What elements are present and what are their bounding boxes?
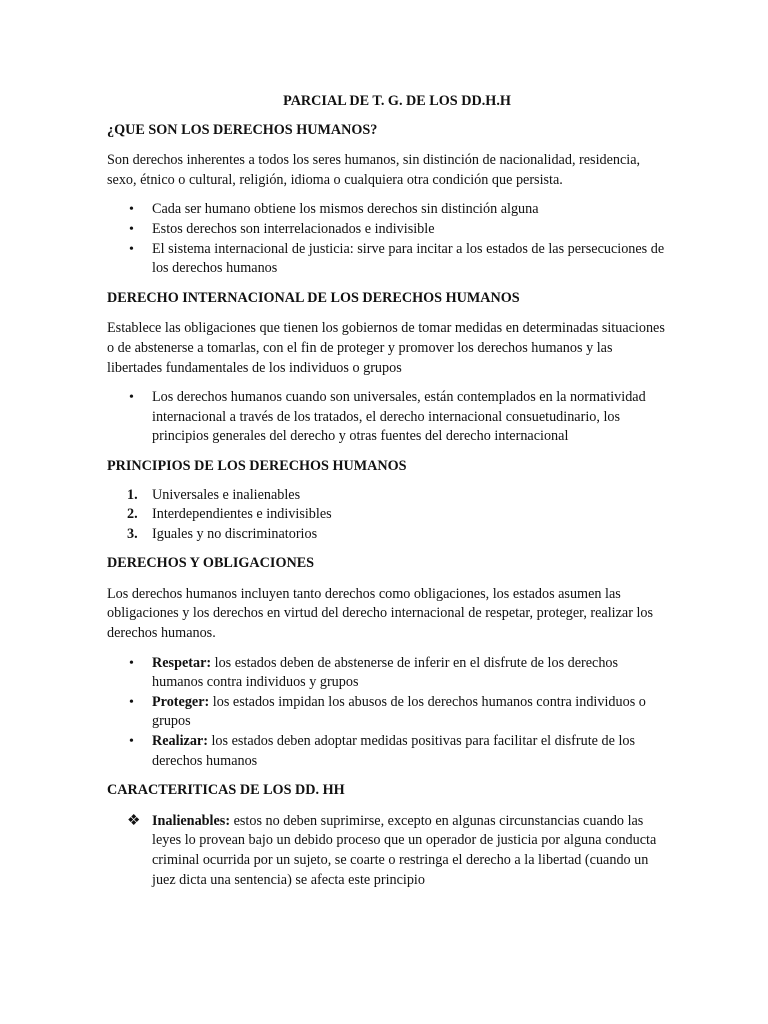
section-derecho-internacional [107,289,667,447]
section-heading: ¿QUE SON LOS DERECHOS HUMANOS? [107,121,378,138]
list-item: 3. Iguales y no discriminatorios [107,525,667,545]
section-paragraph: Los derechos humanos incluyen tanto derechos como obligaciones, los estados asumen las obligaciones y los derechos en virtud del derecho internacional de respetar, proteger, realizar los derechos humanos. [107,585,654,642]
bullet-icon: • [129,694,134,710]
list-item: • Cada ser humano obtiene los mismos derechos sin distinción alguna [107,200,667,220]
list-number: 3. [127,525,138,542]
bullet-icon: • [129,241,134,257]
document-content [107,92,667,900]
bullet-icon: • [129,655,134,671]
section-heading: PRINCIPIOS DE LOS DERECHOS HUMANOS [107,457,407,474]
bullet-icon: • [129,202,134,218]
list-item: 1. Universales e inalienables [107,486,667,506]
diamond-list [107,812,667,890]
term-label: Realizar: [152,733,208,750]
section-heading: DERECHOS Y OBLIGACIONES [107,555,315,572]
bullet-list [107,654,667,772]
section-paragraph: Establece las obligaciones que tienen los gobiernos de tomar medidas en determinadas situaciones o de abstenerse a tomarlas, con el fin de proteger y promover los derechos humanos y las libertades fundamentales de los individuos o grupos [107,320,665,376]
bullet-list [107,388,667,447]
term-label: Inalienables: [152,812,231,829]
section-principios [107,457,667,544]
bullet-list [107,200,667,278]
list-number: 2. [127,506,138,523]
list-item: • Proteger: los estados impidan los abusos de los derechos humanos contra individuos o grupos [129,693,646,730]
section-caracteristicas [107,781,667,890]
bullet-icon: • [129,221,134,237]
list-item: • Estos derechos son interrelacionados e indivisible [107,220,667,240]
list-item: • El sistema internacional de justicia: sirve para incitar a los estados de las persecuciones de los derechos humanos [129,240,665,277]
term-label: Respetar: [152,654,212,671]
bullet-icon: • [129,734,134,750]
document-title: PARCIAL DE T. G. DE LOS DD.H.H [283,93,511,109]
diamond-bullet-icon: ❖ [127,812,141,829]
section-heading: CARACTERITICAS DE LOS DD. HH [107,782,345,799]
bullet-icon: • [129,390,134,406]
list-item: • Respetar: los estados deben de abstenerse de inferir en el disfrute de los derechos humanos contra individuos y grupos [129,654,619,691]
term-label: Proteger: [152,693,210,710]
list-item: • Los derechos humanos cuando son universales, están contemplados en la normatividad internacional a través de los tratados, el derecho internacional consuetudinario, los principios generales del derecho y otras fuentes del derecho internacional [129,389,646,445]
list-item: ❖ Inalienables: estos no deben suprimirse, excepto en algunas circunstancias cuando las leyes lo provean bajo un debido proceso que un operador de justicia por alguna conducta criminal ocurrida por un sujeto, se coarte o restringa el derecho a la libertad (cuando un juez dicta una sentencia) se afecta este principio [127,812,657,888]
section-derechos-obligaciones [107,554,667,771]
list-number: 1. [127,486,138,503]
list-item: 2. Interdependientes e indivisibles [107,505,667,525]
section-que-son [107,121,667,279]
section-paragraph: Son derechos inherentes a todos los seres humanos, sin distinción de nacionalidad, residencia, sexo, étnico o cultural, religión, idioma o cualquiera otra condición que persista. [107,152,641,188]
numbered-list [107,486,667,545]
section-heading: DERECHO INTERNACIONAL DE LOS DERECHOS HUMANOS [107,289,520,306]
list-item: • Realizar: los estados deben adoptar medidas positivas para facilitar el disfrute de los derechos humanos [129,733,636,769]
